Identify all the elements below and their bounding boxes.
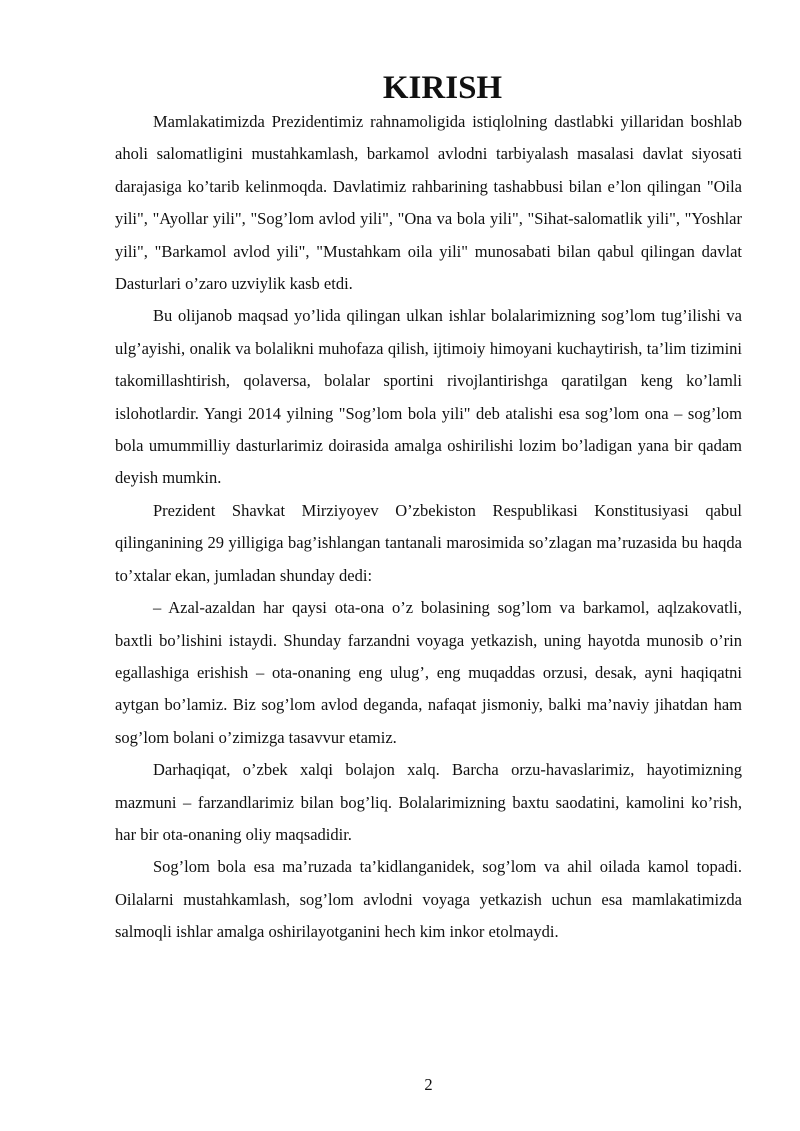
paragraph-3: Prezident Shavkat Mirziyoyev O’zbekiston Respublikasi Konstitusiyasi qabul qilinganining 29 yilligiga bag’ishlangan tantanali marosimida so’zlagan ma’ruzasida bu haqda to’xtalar ekan, jumladan shunday dedi: xyxy=(115,500,742,585)
page-number: 2 xyxy=(424,1075,433,1094)
paragraph-4-quote: – Azal-azaldan har qaysi ota-ona o’z bolasining sog’lom va barkamol, aqlzakovatli, baxtli bo’lishini istaydi. Shunday farzandni voyaga yetkazish, uning hayotda munosib o’rin egallashiga erishish – ota-onaning eng ulug’, eng muqaddas orzusi, desak, ayni haqiqatni aytgan bo’lamiz. Biz sog’lom avlod deganda, nafaqat jismoniy, balki ma’naviy jihatdan ham sog’lom bolani o’zimizga tasavvur etamiz. xyxy=(115,598,742,747)
paragraph-6: Sog’lom bola esa ma’ruzada ta’kidlanganidek, sog’lom va ahil oilada kamol topadi. Oilalarni mustahkamlash, sog’lom avlodni voyaga yetkazish uchun esa mamlakatimizda salmoqli ishlar amalga oshirilayotganini hech kim inkor etolmaydi. xyxy=(115,857,742,942)
paragraph-1: Mamlakatimizda Prezidentimiz rahnamoligida istiqlolning dastlabki yillaridan boshlab aholi salomatligini mustahkamlash, barkamol avlodni tarbiyalash masalasi davlat siyosati darajasiga ko’tarib kelinmoqda. Davlatimiz rahbarining tashabbusi bilan e’lon qilingan "Oila yili", "Ayollar yili", "Sog’lom avlod yili", "Ona va bola yili", "Sihat-salomatlik yili", "Yoshlar yili", "Barkamol avlod yili", "Mustahkam oila yili" munosabati bilan qabul qilingan davlat Dasturlari o’zaro uzviylik kasb etdi. xyxy=(115,112,742,294)
document-page xyxy=(115,0,742,1131)
paragraph-5: Darhaqiqat, o’zbek xalqi bolajon xalq. Barcha orzu-havaslarimiz, hayotimizning mazmuni – farzandlarimiz bilan bog’liq. Bolalarimizning baxtu saodatini, kamolini ko’rish, har bir ota-onaning oliy maqsadidir. xyxy=(115,760,742,844)
body-text xyxy=(115,106,742,949)
section-title: KIRISH xyxy=(382,70,503,106)
paragraph-2: Bu olijanob maqsad yo’lida qilingan ulkan ishlar bolalarimizning sog’lom tug’ilishi va ulg’ayishi, onalik va bolalikni muhofaza qilish, ijtimoiy himoyani kuchaytirish, ta’lim tizimini takomillashtirish, qolaversa, bolalar sportini rivojlantirishga qaratilgan keng ko’lamli islohotlardir. Yangi 2014 yilning "Sog’lom bola yili" deb atalishi esa sog’lom ona – sog’lom bola umummilliy dasturlarimiz doirasida amalga oshirilishi lozim bo’ladigan yana bir qadam deyish mumkin. xyxy=(115,306,742,488)
